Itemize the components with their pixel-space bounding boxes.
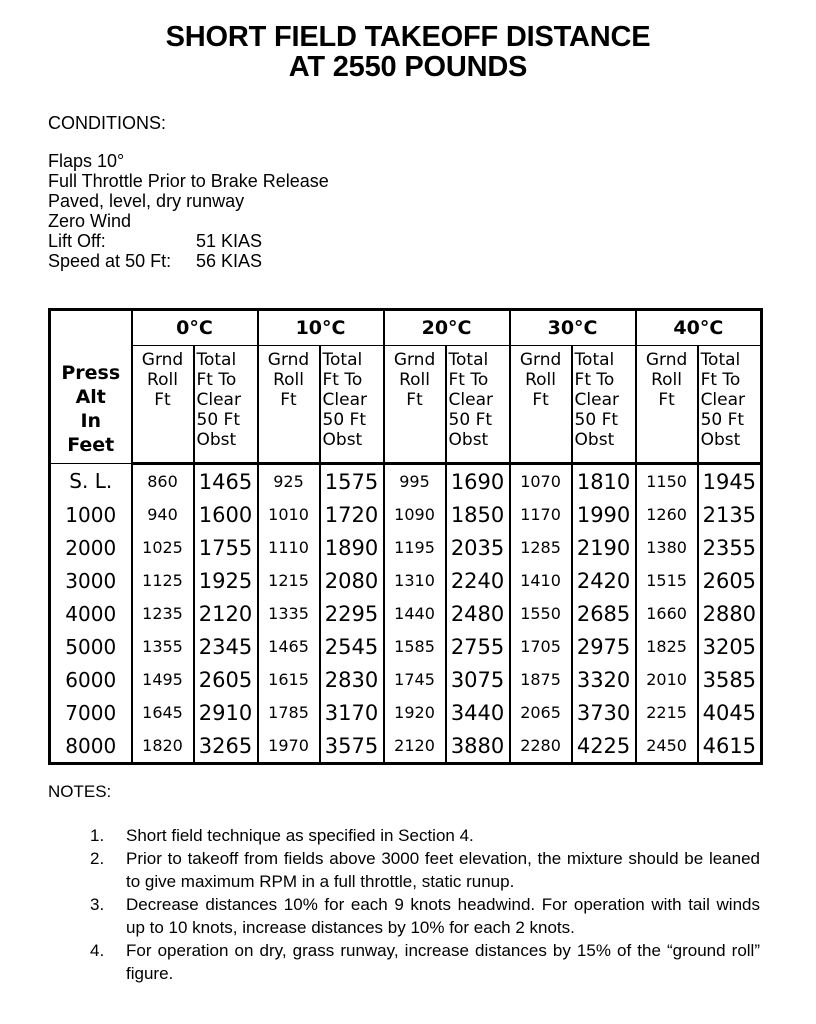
ground-roll-cell: 1125 <box>132 564 194 597</box>
total-distance-cell: 4615 <box>698 729 762 764</box>
total-distance-header-line: Clear <box>448 390 493 410</box>
note-number: 3. <box>90 895 105 914</box>
conditions-list <box>48 151 329 271</box>
note-number: 2. <box>90 849 105 868</box>
speed-50ft-label: Speed at 50 Ft: <box>48 251 172 271</box>
altitude-cell: 7000 <box>50 696 132 729</box>
total-distance-cell: 2605 <box>698 564 762 597</box>
total-distance-cell: 2135 <box>698 498 762 531</box>
condition-lift-off <box>48 231 329 251</box>
ground-roll-header-line: Roll <box>147 370 178 390</box>
total-distance-cell: 1575 <box>320 464 384 499</box>
ground-roll-cell: 1335 <box>258 597 320 630</box>
total-distance-cell: 3205 <box>698 630 762 663</box>
condition-runway: Paved, level, dry runway <box>48 191 245 211</box>
ground-roll-cell: 2215 <box>636 696 698 729</box>
total-distance-cell: 4225 <box>572 729 636 764</box>
total-distance-cell: 2755 <box>446 630 510 663</box>
total-distance-header <box>698 346 762 464</box>
ground-roll-cell: 1440 <box>384 597 446 630</box>
temp-header: 10°C <box>258 310 384 346</box>
ground-roll-cell: 1025 <box>132 531 194 564</box>
temp-header: 20°C <box>384 310 510 346</box>
ground-roll-cell: 1260 <box>636 498 698 531</box>
total-distance-header-line: Ft To <box>322 370 363 390</box>
total-distance-cell: 1890 <box>320 531 384 564</box>
altitude-cell: 1000 <box>50 498 132 531</box>
ground-roll-cell: 925 <box>258 464 320 499</box>
altitude-cell: 2000 <box>50 531 132 564</box>
ground-roll-header <box>258 346 320 464</box>
alt-header-line: Press <box>61 362 121 384</box>
ground-roll-header-line: Roll <box>399 370 430 390</box>
total-distance-header-line: 50 Ft <box>322 410 366 430</box>
total-distance-cell: 3585 <box>698 663 762 696</box>
total-distance-header-line: Obst <box>574 430 615 450</box>
altitude-cell: 3000 <box>50 564 132 597</box>
total-distance-cell: 2355 <box>698 531 762 564</box>
total-distance-header-line: Clear <box>574 390 620 410</box>
takeoff-distance-table <box>48 308 763 765</box>
note-item <box>90 847 760 893</box>
alt-header-line: Feet <box>67 434 115 456</box>
ground-roll-cell: 1110 <box>258 531 320 564</box>
total-distance-cell: 2880 <box>698 597 762 630</box>
total-distance-header-line: Obst <box>448 430 489 450</box>
total-distance-header-line: Clear <box>322 390 367 410</box>
table-row <box>50 531 762 564</box>
table-row <box>50 597 762 630</box>
ground-roll-cell: 1970 <box>258 729 320 764</box>
table-row <box>50 729 762 764</box>
ground-roll-cell: 1410 <box>510 564 572 597</box>
altitude-cell: 8000 <box>50 729 132 764</box>
page-subtitle: AT 2550 POUNDS <box>288 51 528 83</box>
total-distance-header-line: Ft To <box>700 370 741 390</box>
total-distance-header-line: 50 Ft <box>700 410 745 430</box>
total-distance-header-line: 50 Ft <box>196 410 240 430</box>
temp-header: 30°C <box>510 310 636 346</box>
ground-roll-cell: 2120 <box>384 729 446 764</box>
total-distance-cell: 1850 <box>446 498 510 531</box>
total-distance-header <box>194 346 258 464</box>
ground-roll-cell: 1170 <box>510 498 572 531</box>
total-distance-cell: 1990 <box>572 498 636 531</box>
column-subheader-row <box>50 346 762 464</box>
total-distance-cell: 1945 <box>698 464 762 499</box>
note-item <box>90 824 760 847</box>
ground-roll-cell: 1235 <box>132 597 194 630</box>
total-distance-cell: 2035 <box>446 531 510 564</box>
altitude-cell: S. L. <box>50 464 132 499</box>
ground-roll-cell: 2450 <box>636 729 698 764</box>
total-distance-header-line: Total <box>448 350 489 370</box>
total-distance-header-line: Total <box>196 350 237 370</box>
total-distance-cell: 2605 <box>194 663 258 696</box>
total-distance-header-line: Ft To <box>196 370 237 390</box>
total-distance-cell: 2480 <box>446 597 510 630</box>
ground-roll-cell: 2010 <box>636 663 698 696</box>
ground-roll-cell: 1355 <box>132 630 194 663</box>
ground-roll-header-line: Roll <box>273 370 304 390</box>
total-distance-cell: 2295 <box>320 597 384 630</box>
note-number: 4. <box>90 941 105 960</box>
ground-roll-header-line: Roll <box>651 370 683 390</box>
ground-roll-cell: 1215 <box>258 564 320 597</box>
lift-off-label: Lift Off: <box>48 231 106 251</box>
total-distance-header-line: Obst <box>322 430 363 450</box>
ground-roll-header <box>384 346 446 464</box>
alt-header-line: Alt <box>75 386 106 408</box>
notes-heading: NOTES: <box>48 782 112 801</box>
total-distance-cell: 3880 <box>446 729 510 764</box>
total-distance-cell: 2240 <box>446 564 510 597</box>
ground-roll-cell: 1465 <box>258 630 320 663</box>
total-distance-cell: 1600 <box>194 498 258 531</box>
total-distance-cell: 3265 <box>194 729 258 764</box>
note-text: For operation on dry, grass runway, increase distances by 15% of the “ground roll” figure. <box>126 941 760 983</box>
ground-roll-header-line: Ft <box>406 390 423 410</box>
ground-roll-header-line: Ft <box>280 390 297 410</box>
ground-roll-cell: 1150 <box>636 464 698 499</box>
total-distance-cell: 2120 <box>194 597 258 630</box>
total-distance-cell: 2420 <box>572 564 636 597</box>
ground-roll-cell: 1820 <box>132 729 194 764</box>
total-distance-cell: 1720 <box>320 498 384 531</box>
total-distance-header-line: Total <box>574 350 615 370</box>
ground-roll-cell: 1090 <box>384 498 446 531</box>
table-row <box>50 564 762 597</box>
total-distance-header-line: Obst <box>196 430 237 450</box>
total-distance-cell: 3730 <box>572 696 636 729</box>
table-row <box>50 696 762 729</box>
note-item <box>90 939 760 985</box>
table-row <box>50 663 762 696</box>
total-distance-cell: 2685 <box>572 597 636 630</box>
ground-roll-header-line: Ft <box>154 390 171 410</box>
table-body <box>50 464 762 764</box>
ground-roll-header-line: Grnd <box>141 350 184 370</box>
total-distance-header-line: Obst <box>700 430 741 450</box>
ground-roll-cell: 1195 <box>384 531 446 564</box>
ground-roll-header <box>132 346 194 464</box>
ground-roll-header-line: Grnd <box>393 350 436 370</box>
total-distance-cell: 3075 <box>446 663 510 696</box>
ground-roll-header-line: Grnd <box>519 350 562 370</box>
ground-roll-cell: 860 <box>132 464 194 499</box>
note-text: Prior to takeoff from fields above 3000 feet elevation, the mixture should be leaned to give maximum RPM in a full throttle, static runup. <box>126 849 760 891</box>
ground-roll-cell: 1745 <box>384 663 446 696</box>
ground-roll-cell: 2280 <box>510 729 572 764</box>
total-distance-cell: 4045 <box>698 696 762 729</box>
ground-roll-cell: 995 <box>384 464 446 499</box>
condition-throttle: Full Throttle Prior to Brake Release <box>48 171 329 191</box>
altitude-cell: 4000 <box>50 597 132 630</box>
note-item <box>90 893 760 939</box>
ground-roll-cell: 1285 <box>510 531 572 564</box>
ground-roll-header-line: Ft <box>658 390 675 410</box>
note-text: Short field technique as specified in Section 4. <box>126 826 474 845</box>
condition-flaps: Flaps 10° <box>48 151 125 171</box>
ground-roll-cell: 1645 <box>132 696 194 729</box>
ground-roll-header <box>636 346 698 464</box>
ground-roll-cell: 940 <box>132 498 194 531</box>
speed-50ft-value: 56 KIAS <box>196 251 263 271</box>
total-distance-cell: 2830 <box>320 663 384 696</box>
ground-roll-header-line: Ft <box>532 390 549 410</box>
ground-roll-cell: 2065 <box>510 696 572 729</box>
total-distance-cell: 1810 <box>572 464 636 499</box>
temp-header: 0°C <box>132 310 258 346</box>
condition-speed-50ft <box>48 251 329 271</box>
total-distance-header-line: 50 Ft <box>574 410 619 430</box>
ground-roll-cell: 1705 <box>510 630 572 663</box>
pressure-altitude-header <box>50 310 132 464</box>
ground-roll-cell: 1875 <box>510 663 572 696</box>
ground-roll-cell: 1920 <box>384 696 446 729</box>
ground-roll-cell: 1495 <box>132 663 194 696</box>
total-distance-cell: 2190 <box>572 531 636 564</box>
conditions-heading: CONDITIONS: <box>48 113 167 133</box>
condition-wind: Zero Wind <box>48 211 132 231</box>
notes-list <box>90 824 760 985</box>
total-distance-cell: 3170 <box>320 696 384 729</box>
total-distance-cell: 2910 <box>194 696 258 729</box>
ground-roll-cell: 1010 <box>258 498 320 531</box>
total-distance-header-line: Clear <box>700 390 746 410</box>
total-distance-header <box>320 346 384 464</box>
altitude-cell: 5000 <box>50 630 132 663</box>
page-title: SHORT FIELD TAKEOFF DISTANCE <box>165 21 651 53</box>
altitude-cell: 6000 <box>50 663 132 696</box>
temp-header: 40°C <box>636 310 762 346</box>
total-distance-cell: 1465 <box>194 464 258 499</box>
lift-off-value: 51 KIAS <box>196 231 263 251</box>
total-distance-header-line: Total <box>700 350 741 370</box>
total-distance-header-line: Ft To <box>448 370 489 390</box>
ground-roll-cell: 1615 <box>258 663 320 696</box>
ground-roll-header-line: Roll <box>525 370 556 390</box>
ground-roll-cell: 1310 <box>384 564 446 597</box>
ground-roll-header <box>510 346 572 464</box>
table-row <box>50 630 762 663</box>
total-distance-cell: 2080 <box>320 564 384 597</box>
total-distance-header <box>446 346 510 464</box>
total-distance-cell: 1690 <box>446 464 510 499</box>
ground-roll-header-line: Grnd <box>645 350 688 370</box>
ground-roll-cell: 1550 <box>510 597 572 630</box>
total-distance-header-line: 50 Ft <box>448 410 493 430</box>
table-row <box>50 498 762 531</box>
ground-roll-header-line: Grnd <box>267 350 310 370</box>
table-row <box>50 464 762 499</box>
ground-roll-cell: 1785 <box>258 696 320 729</box>
total-distance-cell: 2975 <box>572 630 636 663</box>
ground-roll-cell: 1825 <box>636 630 698 663</box>
alt-header-line: In <box>80 410 102 432</box>
total-distance-cell: 2345 <box>194 630 258 663</box>
ground-roll-cell: 1380 <box>636 531 698 564</box>
note-text: Decrease distances 10% for each 9 knots headwind. For operation with tail winds up to 10 knots, increase distances by 10% for each 2 knots. <box>126 895 760 937</box>
total-distance-cell: 3575 <box>320 729 384 764</box>
temperature-header-row <box>50 310 762 346</box>
ground-roll-cell: 1585 <box>384 630 446 663</box>
total-distance-header-line: Clear <box>196 390 241 410</box>
total-distance-cell: 3320 <box>572 663 636 696</box>
ground-roll-cell: 1660 <box>636 597 698 630</box>
total-distance-header <box>572 346 636 464</box>
note-number: 1. <box>90 826 105 845</box>
total-distance-cell: 1925 <box>194 564 258 597</box>
total-distance-header-line: Ft To <box>574 370 615 390</box>
total-distance-header-line: Total <box>322 350 363 370</box>
total-distance-cell: 1755 <box>194 531 258 564</box>
ground-roll-cell: 1515 <box>636 564 698 597</box>
total-distance-cell: 3440 <box>446 696 510 729</box>
ground-roll-cell: 1070 <box>510 464 572 499</box>
total-distance-cell: 2545 <box>320 630 384 663</box>
